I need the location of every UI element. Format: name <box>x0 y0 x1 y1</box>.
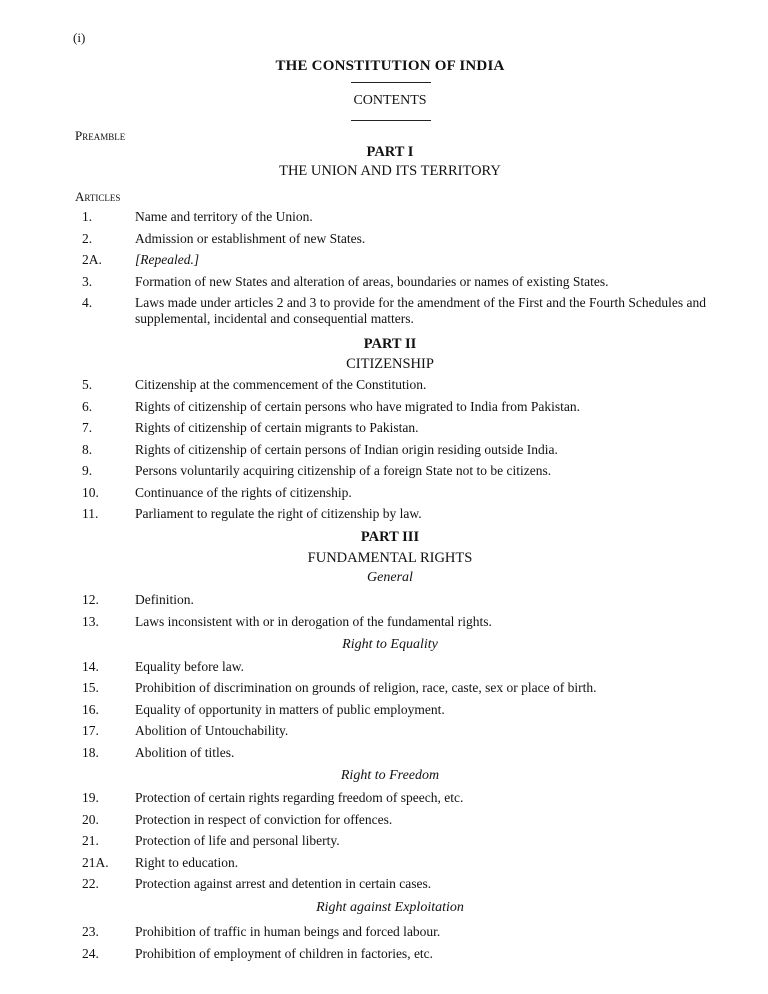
article-number: 19. <box>82 790 99 805</box>
subheading-general: General <box>367 570 413 585</box>
article-number: 20. <box>82 812 99 827</box>
article-number: 8. <box>82 442 93 457</box>
article-number: 5. <box>82 377 93 392</box>
article-title: Prohibition of employment of children in factories, etc. <box>135 946 434 961</box>
subheading-right-against-exploitation: Right against Exploitation <box>316 900 464 915</box>
contents-heading: CONTENTS <box>353 93 427 108</box>
article-title: Abolition of titles. <box>135 745 235 760</box>
article-title: Laws made under articles 2 and 3 to provide for the amendment of the First and the Fourth Schedules and supplemental, incidental and consequential matters. <box>135 295 706 326</box>
part-3-title: FUNDAMENTAL RIGHTS <box>307 550 473 566</box>
article-title: Definition. <box>135 592 194 607</box>
article-number: 18. <box>82 745 99 760</box>
article-title: Protection of certain rights regarding freedom of speech, etc. <box>135 790 464 805</box>
article-title: [Repealed.] <box>135 252 200 267</box>
article-title: Rights of citizenship of certain persons of Indian origin residing outside India. <box>135 442 558 457</box>
article-number: 15. <box>82 680 99 695</box>
subheading-right-to-freedom: Right to Freedom <box>340 768 440 783</box>
article-title: Prohibition of traffic in human beings and forced labour. <box>135 924 441 939</box>
article-number: 16. <box>82 702 99 717</box>
article-title: Prohibition of discrimination on grounds of religion, race, caste, sex or place of birth. <box>135 680 597 695</box>
article-title: Protection in respect of conviction for offences. <box>135 812 393 827</box>
article-title: Rights of citizenship of certain persons who have migrated to India from Pakistan. <box>135 399 581 414</box>
article-title: Protection against arrest and detention in certain cases. <box>135 876 432 891</box>
article-title: Formation of new States and alteration of areas, boundaries or names of existing States. <box>135 274 609 289</box>
article-number: 22. <box>82 876 99 891</box>
article-title: Citizenship at the commencement of the Constitution. <box>135 377 427 392</box>
article-title: Equality of opportunity in matters of public employment. <box>135 702 445 717</box>
article-number: 1. <box>82 209 93 224</box>
article-title: Abolition of Untouchability. <box>135 723 289 738</box>
article-number: 11. <box>82 506 99 521</box>
article-title: Laws inconsistent with or in derogation of the fundamental rights. <box>135 614 492 629</box>
page-number: (i) <box>73 30 86 45</box>
article-number: 12. <box>82 592 99 607</box>
article-number: 21. <box>82 833 99 848</box>
article-number: 14. <box>82 659 99 674</box>
article-number: 3. <box>82 274 93 289</box>
article-title: Right to education. <box>135 855 239 870</box>
article-title: Protection of life and personal liberty. <box>135 833 340 848</box>
preamble-label: Preamble <box>75 128 126 143</box>
title-rule <box>351 82 431 83</box>
contents-rule <box>351 120 431 121</box>
article-number: 2A. <box>82 252 102 267</box>
article-title: Rights of citizenship of certain migrants to Pakistan. <box>135 420 419 435</box>
article-number: 9. <box>82 463 93 478</box>
article-title: Equality before law. <box>135 659 244 674</box>
article-title: Persons voluntarily acquiring citizenship of a foreign State not to be citizens. <box>135 463 552 478</box>
article-number: 13. <box>82 614 99 629</box>
part-2-heading: PART II <box>363 336 417 352</box>
subheading-right-to-equality: Right to Equality <box>342 637 438 652</box>
article-number: 4. <box>82 295 93 310</box>
article-number: 6. <box>82 399 93 414</box>
part-1-title: THE UNION AND ITS TERRITORY <box>279 163 501 179</box>
part-3-heading: PART III <box>360 529 420 545</box>
article-title: Continuance of the rights of citizenship. <box>135 485 352 500</box>
article-number: 24. <box>82 946 99 961</box>
articles-label: Articles <box>75 189 121 204</box>
article-title: Admission or establishment of new States. <box>135 231 366 246</box>
article-number: 2. <box>82 231 93 246</box>
article-title: Name and territory of the Union. <box>135 209 313 224</box>
article-number: 21A. <box>82 855 109 870</box>
article-number: 7. <box>82 420 93 435</box>
article-number: 17. <box>82 723 99 738</box>
part-2-title: CITIZENSHIP <box>346 356 434 372</box>
article-title: Parliament to regulate the right of citizenship by law. <box>135 506 422 521</box>
article-number: 23. <box>82 924 99 939</box>
document-title: THE CONSTITUTION OF INDIA <box>275 58 505 74</box>
part-1-heading: PART I <box>366 144 414 160</box>
article-number: 10. <box>82 485 99 500</box>
